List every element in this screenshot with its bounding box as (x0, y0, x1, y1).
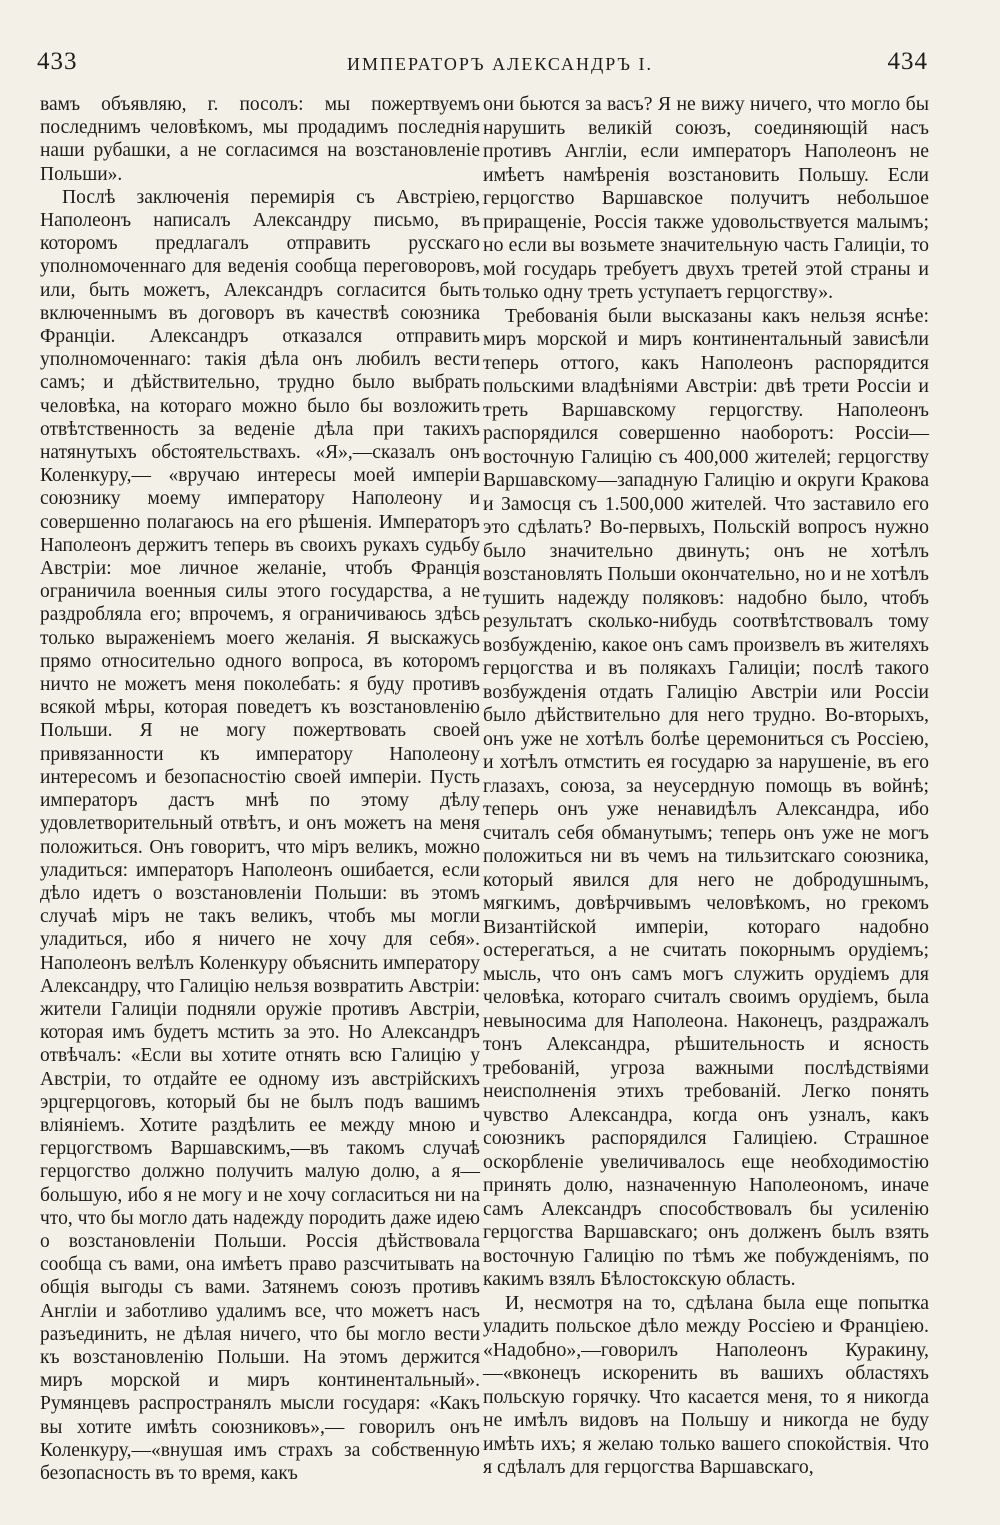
paragraph: Послѣ заключенія перемирія съ Австріею, Наполеонъ написалъ Александру письмо, въ которомъ предлагалъ отправить русскаго уполномоченнаго для веденія сообща переговоровъ, или, быть можетъ, Александръ согласится быть включеннымъ въ договоръ въ качествѣ союзника Франціи. Александръ отказался отправить уполномоченнаго: такія дѣла онъ любилъ вести самъ; и дѣйствительно, трудно было выбрать человѣка, на котораго можно было бы возложить отвѣтственность за веденіе дѣла при такихъ натянутыхъ обстоятельствахъ. «Я»,—сказалъ онъ Коленкуру,— «вручаю интересы моей имперіи союзнику моему императору Наполеону и совершенно полагаюсь на его рѣшенія. Императоръ Наполеонъ держитъ теперь въ своихъ рукахъ судьбу Австріи: мое личное желаніе, чтобъ Франція ограничила военныя силы этого государства, а не раздробляла его; впрочемъ, я ограничиваюсь здѣсь только выраженіемъ моего желанія. Я выскажусь прямо относительно одного вопроса, въ которомъ ничто не можетъ меня поколебать: я буду противъ всякой мѣры, которая поведетъ къ возстановленію Польши. Я не могу пожертвовать своей привязанности къ императору Наполеону интересомъ и безопасностію своей имперіи. Пусть императоръ дастъ мнѣ по этому дѣлу удовлетворительный отвѣтъ, и онъ можетъ на меня положиться. Онъ говоритъ, что міръ великъ, можно уладиться: императоръ Наполеонъ ошибается, если дѣло идетъ о возстановленіи Польши: въ этомъ случаѣ міръ не такъ великъ, чтобъ мы могли уладиться, ибо я ничего не хочу для себя». Наполеонъ велѣлъ Коленкуру объяснить императору Александру, что Галицію нельзя возвратить Австріи: жители Галиціи подняли оружіе противъ Австріи, которая имъ будетъ мстить за это. Но Александръ отвѣчалъ: «Если вы хотите отнять всю Галицію у Австріи, то отдайте ее одному изъ австрійскихъ эрцгерцоговъ, который бы не былъ подъ вашимъ вліяніемъ. Хотите раздѣлить ее между мною и герцогствомъ Варшавскимъ,—въ такомъ случаѣ герцогство должно получить малую долю, а я—большую, ибо я не могу и не хочу согласиться ни на что, что бы могло дать надежду породить даже идею о возстановленіи Польши. Россія дѣйствовала сообща съ вами, она имѣетъ право разсчитывать на общія выгоды съ вами. Затянемъ союзъ противъ Англіи и заботливо удалимъ все, что можетъ насъ разъединить, не дѣлая ничего, что бы могло вести къ возстановленію Польши. На этомъ держится миръ морской и миръ континентальный». Румянцевъ распространялъ мысли государя: «Какъ вы хотите имѣть союзниковъ»,— говорилъ онъ Коленкуру,—«внушая имъ страхъ за собственную безопасность въ то время, какъ (40, 186, 480, 1484)
page-header (0, 44, 1000, 84)
paragraph: Требованія были высказаны какъ нельзя яснѣе: миръ морской и миръ континентальный зависѣли теперь оттого, какъ Наполеонъ распорядится польскими владѣніями Австріи: двѣ трети Россіи и треть Варшавскому герцогству. Наполеонъ распорядился совершенно наоборотъ: Россіи—восточную Галицію съ 400,000 жителей; герцогству Варшавскому—западную Галицію и округи Кракова и Замосця съ 1.500,000 жителей. Что заставило его это сдѣлать? Во-первыхъ, Польскій вопросъ нужно было значительно двинуть; онъ не хотѣлъ возстановлять Польши окончательно, но и не хотѣлъ тушить надежду поляковъ: надобно было, чтобъ результатъ сколько-нибудь соотвѣтствовалъ тому возбужденію, какое онъ самъ произвелъ въ жителяхъ герцогства и въ полякахъ Галиціи; послѣ такого возбужденія отдать Галицію Австріи или Россіи было дѣйствительно для него трудно. Во-вторыхъ, онъ уже не хотѣлъ болѣе церемониться съ Россіею, и хотѣлъ отмстить ея государю за нарушеніе, въ его глазахъ, союза, за неусердную помощь въ войнѣ; теперь онъ уже ненавидѣлъ Александра, ибо считалъ себя обманутымъ; теперь онъ уже не могъ положиться ни въ чемъ на тильзитскаго союзника, который явился для него не добродушнымъ, мягкимъ, довѣрчивымъ человѣкомъ, но грекомъ Византійской имперіи, котораго надобно остерегаться, а не считать покорнымъ орудіемъ; мысль, что онъ самъ могъ служить орудіемъ для человѣка, котораго считалъ своимъ орудіемъ, была невыносима для Наполеона. Наконецъ, раздражалъ тонъ Александра, рѣшительность и ясность требованій, угроза важными послѣдствіями неисполненія этихъ требованій. Легко понять чувство Александра, когда онъ узналъ, какъ союзникъ распорядился Галиціею. Страшное оскорбленіе увеличивалось еще необходимостію принять долю, назначенную Наполеономъ, иначе самъ Александръ способствовалъ бы усиленію герцогства Варшавскаго; онъ долженъ былъ взять восточную Галицію по тѣмъ же побужденіямъ, по какимъ взялъ Бѣлостокскую область. (483, 304, 929, 1290)
running-title: ИМПЕРАТОРЪ АЛЕКСАНДРЪ I. (347, 54, 653, 74)
page-number-right: 434 (887, 48, 928, 75)
right-column (483, 93, 929, 1480)
paragraph: И, несмотря на то, сдѣлана была еще попытка уладить польское дѣло между Россіею и Франціею. «Надобно»,—говорилъ Наполеонъ Куракину,—«вконецъ искоренить въ вашихъ областяхъ польскую горячку. Что касается меня, то я никогда не имѣлъ видовъ на Польшу и никогда не буду имѣть ихъ; я желаю только вашего спокойствія. Что я сдѣлалъ для герцогства Варшавскаго, (483, 1291, 929, 1478)
paragraph: они бьются за васъ? Я не вижу ничего, что могло бы нарушить великій союзъ, соединяющій насъ противъ Англіи, если императоръ Наполеонъ не имѣетъ намѣренія возстановить Польшу. Если герцогство Варшавское получитъ небольшое приращеніе, Россія также удовольствуется малымъ; но если вы возьмете значительную часть Галиціи, то мой государь требуетъ двухъ третей этой страны и только одну треть уступаетъ герцогству». (483, 93, 929, 303)
paragraph: вамъ объявляю, г. посолъ: мы пожертвуемъ последнимъ человѣкомъ, мы продадимъ последнія наши рубашки, а не согласимся на возстановленіе Польши». (40, 94, 480, 185)
left-column (40, 93, 480, 1485)
page-number-left: 433 (37, 48, 78, 75)
